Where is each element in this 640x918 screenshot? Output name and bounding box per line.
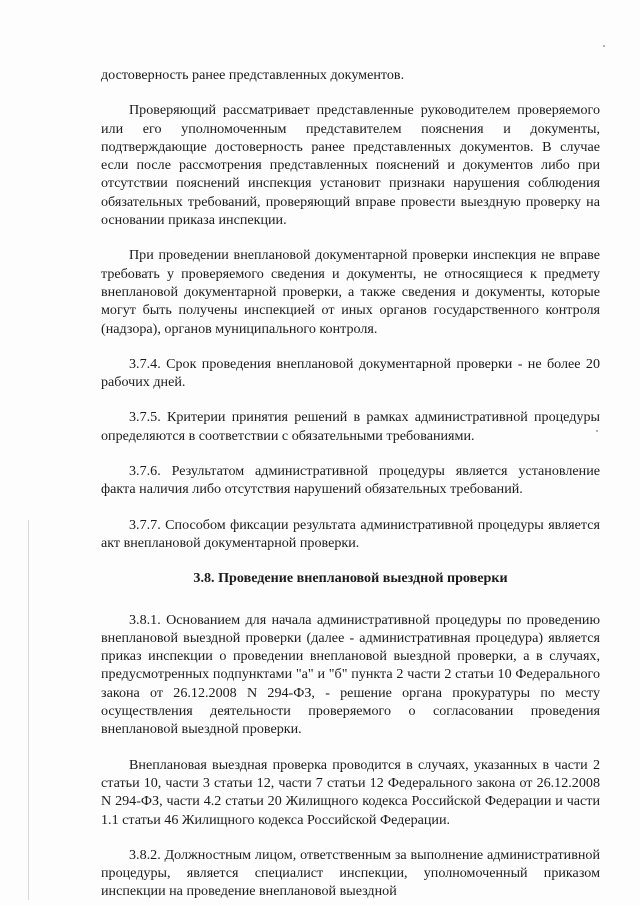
paragraph-3-8-2: 3.8.2. Должностным лицом, ответственным за выполнение административной процедуры, является специалист инспекции, уполномоченный приказом инспекции на проведение внеплановой выездной — [101, 846, 600, 900]
paragraph-3-7-7: 3.7.7. Способом фиксации результата административной процедуры является акт внеплановой документарной проверки. — [101, 516, 600, 551]
paragraph-reviewer-considers: Проверяющий рассматривает представленные руководителем проверяемого или его уполномоченным представителем пояснения и документы, подтверждающие достоверность ранее представленных документов. В случае если после рассмотрения представленных пояснений и документов либо при отсутствии пояснений инспекция установит признаки нарушения соблюдения обязательных требований, проверяющий вправе провести выездную проверку на основании приказа инспекции. — [101, 102, 600, 229]
paragraph-unscheduled-cases: Внеплановая выездная проверка проводится в случаях, указанных в части 2 статьи 10, части 3 статьи 12, части 7 статьи 12 Федерального закона от 26.12.2008 N 294-ФЗ, части 4.2 статьи 20 Жилищного кодекса Российской Федерации и части 1.1 статьи 46 Жилищного кодекса Российской Федерации. — [101, 756, 600, 828]
scan-speck — [603, 45, 605, 47]
paragraph-3-8-1: 3.8.1. Основанием для начала административной процедуры по проведению внеплановой выездной проверки (далее - административная процедура) является приказ инспекции о проведении внеплановой выездной проверки, а в случаях, предусмотренных подпунктами "а" и "б" пункта 2 части 2 статьи 10 Федерального закона от 26.12.2008 N 294-ФЗ, - решение органа прокуратуры по месту осуществления деятельности проверяемого о согласовании проведения внеплановой выездной проверки. — [101, 611, 600, 738]
paragraph-inspection-restrictions: При проведении внеплановой документарной проверки инспекция не вправе требовать у проверяемого сведения и документы, не относящиеся к предмету внеплановой документарной проверки, а также сведения и документы, которые могут быть получены инспекцией от иных органов государственного контроля (надзора), органов муниципального контроля. — [101, 247, 600, 337]
paragraph-3-7-5: 3.7.5. Критерии принятия решений в рамках административной процедуры определяются в соответствии с обязательными требованиями. — [101, 409, 600, 444]
paragraph-continuation: достоверность ранее представленных документов. — [101, 67, 405, 83]
section-heading-3-8: 3.8. Проведение внеплановой выездной проверки — [193, 570, 508, 587]
document-body — [101, 66, 600, 918]
paragraph-3-7-6: 3.7.6. Результатом административной процедуры является установление факта наличия либо отсутствия нарушений обязательных требований. — [101, 463, 600, 498]
paragraph-3-7-4: 3.7.4. Срок проведения внеплановой документарной проверки - не более 20 рабочих дней. — [101, 355, 600, 391]
scan-edge-line — [28, 520, 29, 900]
